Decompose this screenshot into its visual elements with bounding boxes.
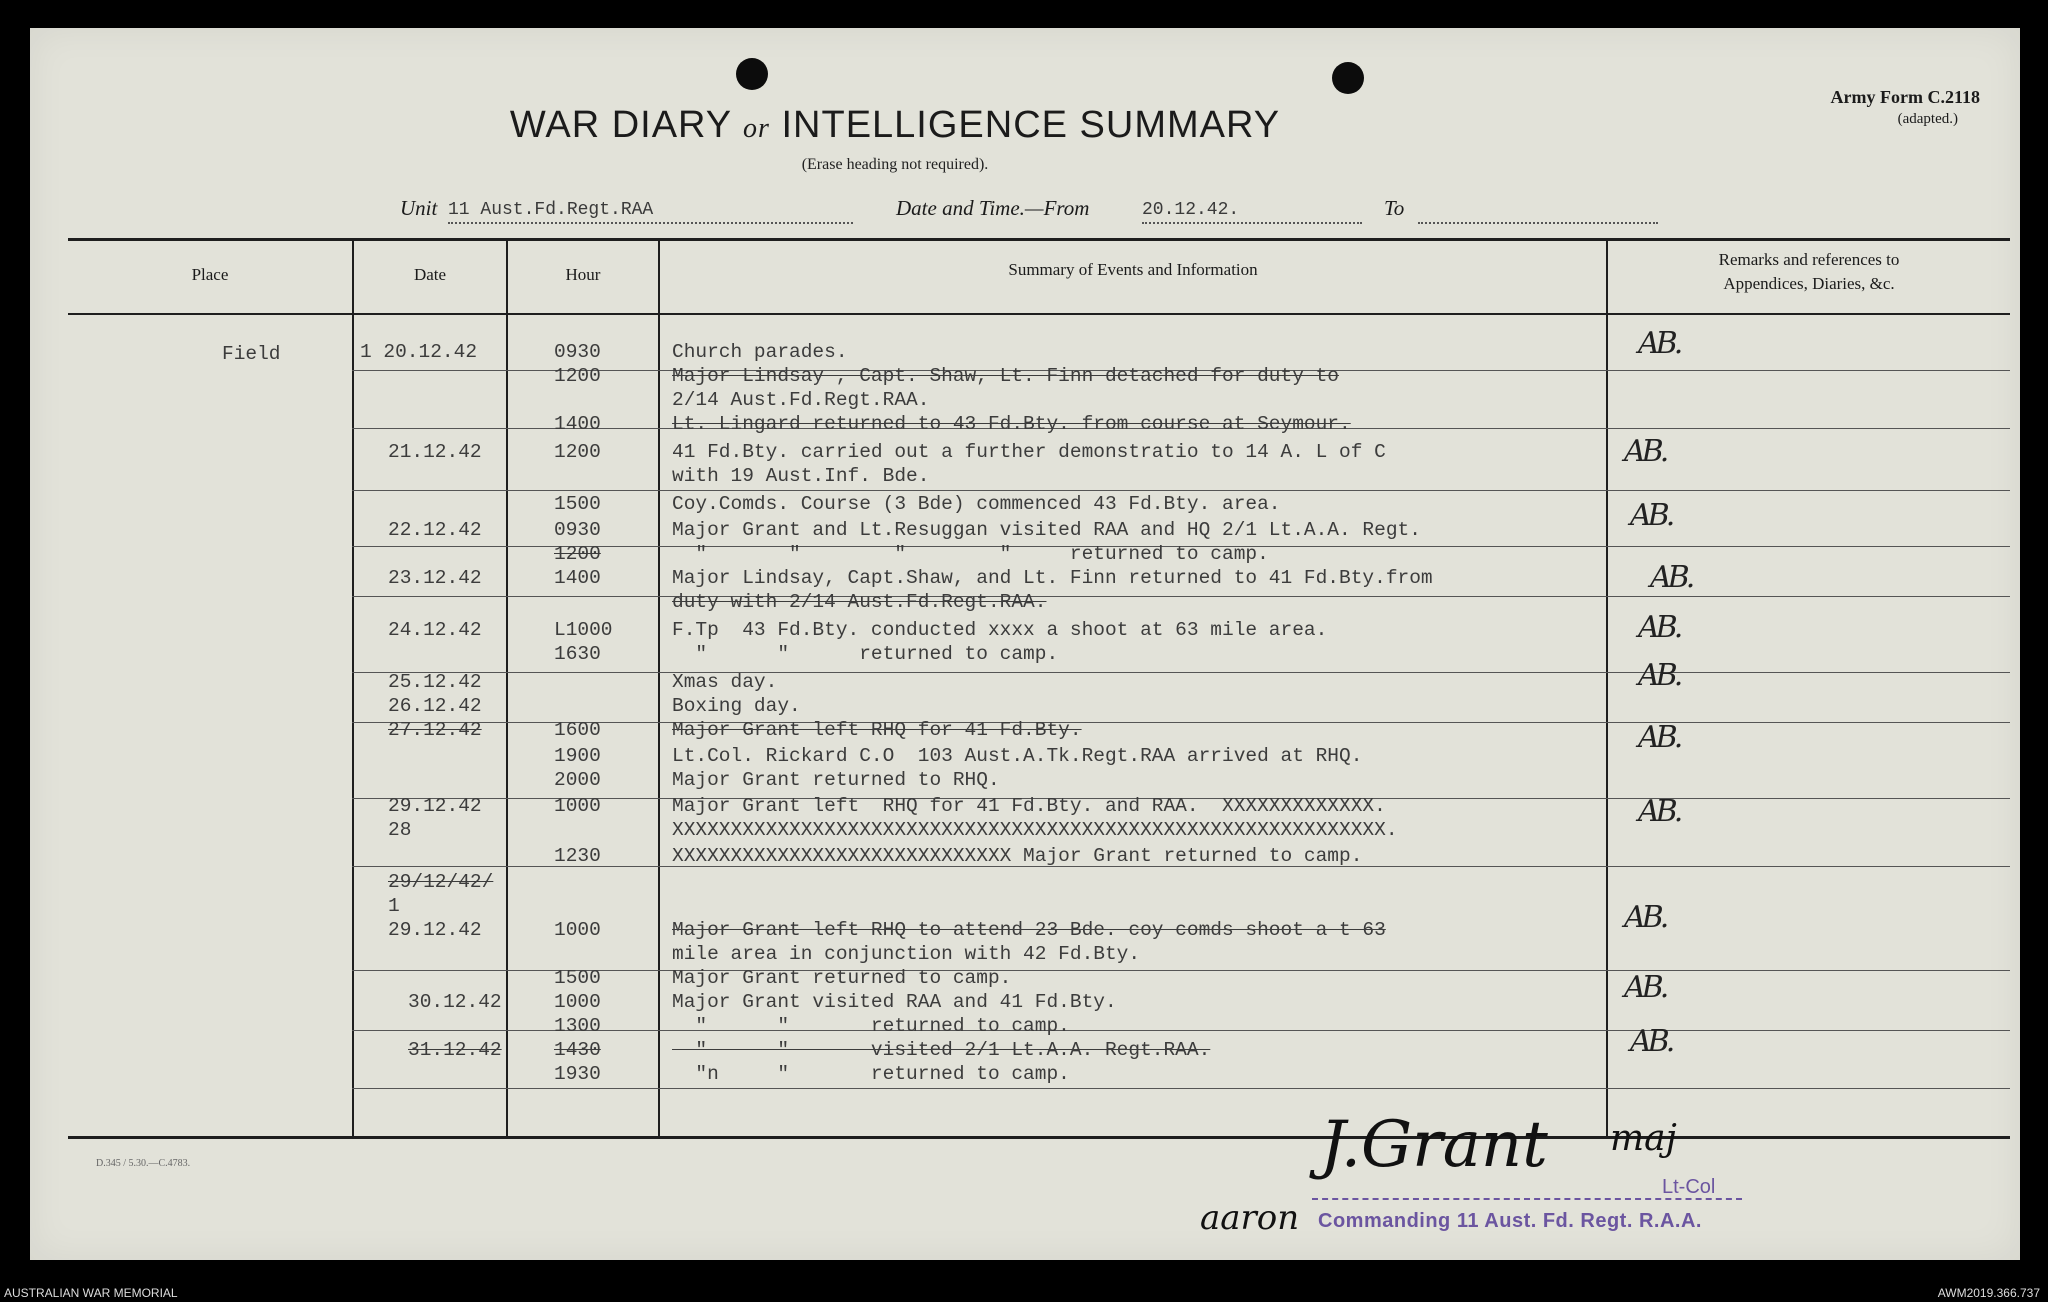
date-cell: 1 20.12.42	[360, 341, 478, 363]
hour-cell: 1000	[554, 795, 601, 817]
summary-line: Major Grant returned to RHQ.	[672, 769, 1000, 791]
col-divider-summary	[1606, 238, 1608, 1138]
summary-line: F.Tp 43 Fd.Bty. conducted xxxx a shoot at 63 mile area.	[672, 619, 1328, 641]
hour-cell: L1000	[554, 619, 613, 641]
credit-accession: AWM2019.366.737	[1937, 1286, 2040, 1300]
date-cell: 29/12/42/	[388, 871, 494, 893]
signature-maj: maj	[1610, 1118, 1677, 1159]
to-label: To	[1384, 196, 1405, 220]
remarks-header-line-1: Remarks and references to	[1718, 250, 1900, 269]
hour-cell: 1230	[554, 845, 601, 867]
stamp-lt-col: Lt-Col	[1662, 1176, 1716, 1198]
unit-value: 11 Aust.Fd.Regt.RAA	[448, 200, 853, 224]
erase-note: (Erase heading not required).	[801, 156, 989, 173]
date-label: Date and Time.—From	[896, 196, 1090, 220]
date-cell: 25.12.42	[388, 671, 482, 693]
summary-line: Coy.Comds. Course (3 Bde) commenced 43 Fd.Bty. area.	[672, 493, 1281, 515]
summary-line: mile area in conjunction with 42 Fd.Bty.	[672, 943, 1141, 965]
table-bottom-rule	[68, 1136, 2010, 1139]
printer-code: D.345 / 5.30.—C.4783.	[96, 1158, 191, 1169]
col-header-date: Date	[413, 265, 447, 284]
date-cell: 27.12.42	[388, 719, 482, 741]
date-cell: 23.12.42	[388, 567, 482, 589]
date-cell: 21.12.42	[388, 441, 482, 463]
unit-label: Unit	[400, 196, 438, 220]
to-value	[1418, 200, 1658, 224]
row-rule	[352, 490, 2010, 491]
hour-cell: 1500	[554, 967, 601, 989]
col-divider-hour	[658, 238, 660, 1138]
summary-line: Major Grant visited RAA and 41 Fd.Bty.	[672, 991, 1117, 1013]
hour-cell: 1630	[554, 643, 601, 665]
adapted-note: (adapted.)	[1897, 111, 1958, 127]
summary-line: Major Grant and Lt.Resuggan visited RAA and HQ 2/1 Lt.A.A. Regt.	[672, 519, 1421, 541]
date-cell: 31.12.42	[408, 1039, 502, 1061]
initials-mark: AB.	[1630, 498, 1672, 533]
summary-line: XXXXXXXXXXXXXXXXXXXXXXXXXXXXXXXXXXXXXXXXXXXXXXXXXXXXXXXXXXXXX.	[672, 819, 1398, 841]
stamp-commanding: Commanding 11 Aust. Fd. Regt. R.A.A.	[1318, 1210, 1702, 1232]
summary-line: 2/14 Aust.Fd.Regt.RAA.	[672, 389, 930, 411]
initials-mark: AB.	[1624, 900, 1666, 935]
col-divider-place	[352, 238, 354, 1138]
date-cell: 28	[388, 819, 412, 841]
summary-line: XXXXXXXXXXXXXXXXXXXXXXXXXXXXX Major Grant returned to camp.	[672, 845, 1363, 867]
summary-line: Church parades.	[672, 341, 848, 363]
summary-line: Major Grant left RHQ to attend 23 Bde. coy comds shoot a t 63	[672, 919, 1386, 941]
hour-cell: 1200	[554, 543, 601, 565]
summary-line: Lt.Col. Rickard C.O 103 Aust.A.Tk.Regt.RAA arrived at RHQ.	[672, 745, 1363, 767]
date-cell: 26.12.42	[388, 695, 482, 717]
row-rule	[352, 672, 2010, 673]
col-header-place: Place	[191, 265, 229, 284]
summary-line: Boxing day.	[672, 695, 801, 717]
initials-mark: AB.	[1624, 434, 1666, 469]
handwritten-annotation: aaron	[1200, 1198, 1300, 1238]
summary-line: with 19 Aust.Inf. Bde.	[672, 465, 930, 487]
initials-mark: AB.	[1650, 560, 1692, 595]
table-top-rule	[68, 238, 2010, 241]
hour-cell: 2000	[554, 769, 601, 791]
initials-mark: AB.	[1638, 794, 1680, 829]
hour-cell: 0930	[554, 519, 601, 541]
date-cell: 1	[388, 895, 400, 917]
date-cell: 30.12.42	[408, 991, 502, 1013]
title-intelligence-summary: INTELLIGENCE SUMMARY	[781, 104, 1281, 146]
remarks-header-line-2: Appendices, Diaries, &c.	[1723, 274, 1895, 293]
row-rule	[352, 1088, 2010, 1089]
initials-mark: AB.	[1638, 658, 1680, 693]
hour-cell: 0930	[554, 341, 601, 363]
col-header-hour: Hour	[565, 265, 601, 284]
summary-line: Major Lindsay , Capt. Shaw, Lt. Finn detached for duty to	[672, 365, 1340, 387]
diary-page	[30, 28, 2020, 1260]
date-cell: 29.12.42	[388, 795, 482, 817]
col-divider-date	[506, 238, 508, 1138]
title-or: or	[743, 113, 770, 144]
table-header-rule	[68, 313, 2010, 315]
hour-cell: 1200	[554, 365, 601, 387]
date-cell: 29.12.42	[388, 919, 482, 941]
summary-line: " " visited 2/1 Lt.A.A. Regt.RAA.	[672, 1039, 1211, 1061]
hour-cell: 1300	[554, 1015, 601, 1037]
hour-cell: 1000	[554, 991, 601, 1013]
punch-hole-right	[1332, 62, 1364, 94]
page-title	[0, 104, 1890, 147]
hour-cell: 1500	[554, 493, 601, 515]
hour-cell: 1200	[554, 441, 601, 463]
date-cell: 24.12.42	[388, 619, 482, 641]
hour-cell: 1400	[554, 413, 601, 435]
summary-line: 41 Fd.Bty. carried out a further demonstratio to 14 A. L of C	[672, 441, 1386, 463]
signature: J.Grant	[1320, 1108, 1548, 1182]
row-rule	[352, 596, 2010, 597]
hour-cell: 1930	[554, 1063, 601, 1085]
summary-line: " " returned to camp.	[672, 1015, 1070, 1037]
punch-hole-left	[736, 58, 768, 90]
date-cell: 22.12.42	[388, 519, 482, 541]
army-form-number: Army Form C.2118	[1830, 87, 1980, 107]
initials-mark: AB.	[1630, 1024, 1672, 1059]
summary-line: Major Grant left RHQ for 41 Fd.Bty. and RAA. XXXXXXXXXXXXX.	[672, 795, 1386, 817]
summary-line: duty with 2/14 Aust.Fd.Regt.RAA.	[672, 591, 1047, 613]
summary-line: " " " " returned to camp.	[672, 543, 1269, 565]
hour-cell: 1600	[554, 719, 601, 741]
credit-institution: AUSTRALIAN WAR MEMORIAL	[4, 1286, 178, 1300]
initials-mark: AB.	[1638, 326, 1680, 361]
summary-line: Lt. Lingard returned to 43 Fd.Bty. from course at Seymour.	[672, 413, 1351, 435]
initials-mark: AB.	[1624, 970, 1666, 1005]
summary-line: Xmas day.	[672, 671, 778, 693]
summary-line: " " returned to camp.	[672, 643, 1059, 665]
hour-cell: 1400	[554, 567, 601, 589]
army-form-label	[1831, 86, 1980, 130]
date-from-value: 20.12.42.	[1142, 200, 1362, 224]
summary-line: Major Grant returned to camp.	[672, 967, 1012, 989]
hour-cell: 1900	[554, 745, 601, 767]
place-field: Field	[222, 343, 281, 365]
summary-line: Major Lindsay, Capt.Shaw, and Lt. Finn returned to 41 Fd.Bty.from	[672, 567, 1433, 589]
summary-line: "n " returned to camp.	[672, 1063, 1070, 1085]
hour-cell: 1430	[554, 1039, 601, 1061]
col-header-summary: Summary of Events and Information	[1008, 260, 1258, 279]
initials-mark: AB.	[1638, 610, 1680, 645]
col-header-remarks	[1608, 248, 2010, 296]
hour-cell: 1000	[554, 919, 601, 941]
summary-line: Major Grant left RHQ for 41 Fd.Bty.	[672, 719, 1082, 741]
title-war-diary: WAR DIARY	[509, 104, 732, 146]
initials-mark: AB.	[1638, 720, 1680, 755]
